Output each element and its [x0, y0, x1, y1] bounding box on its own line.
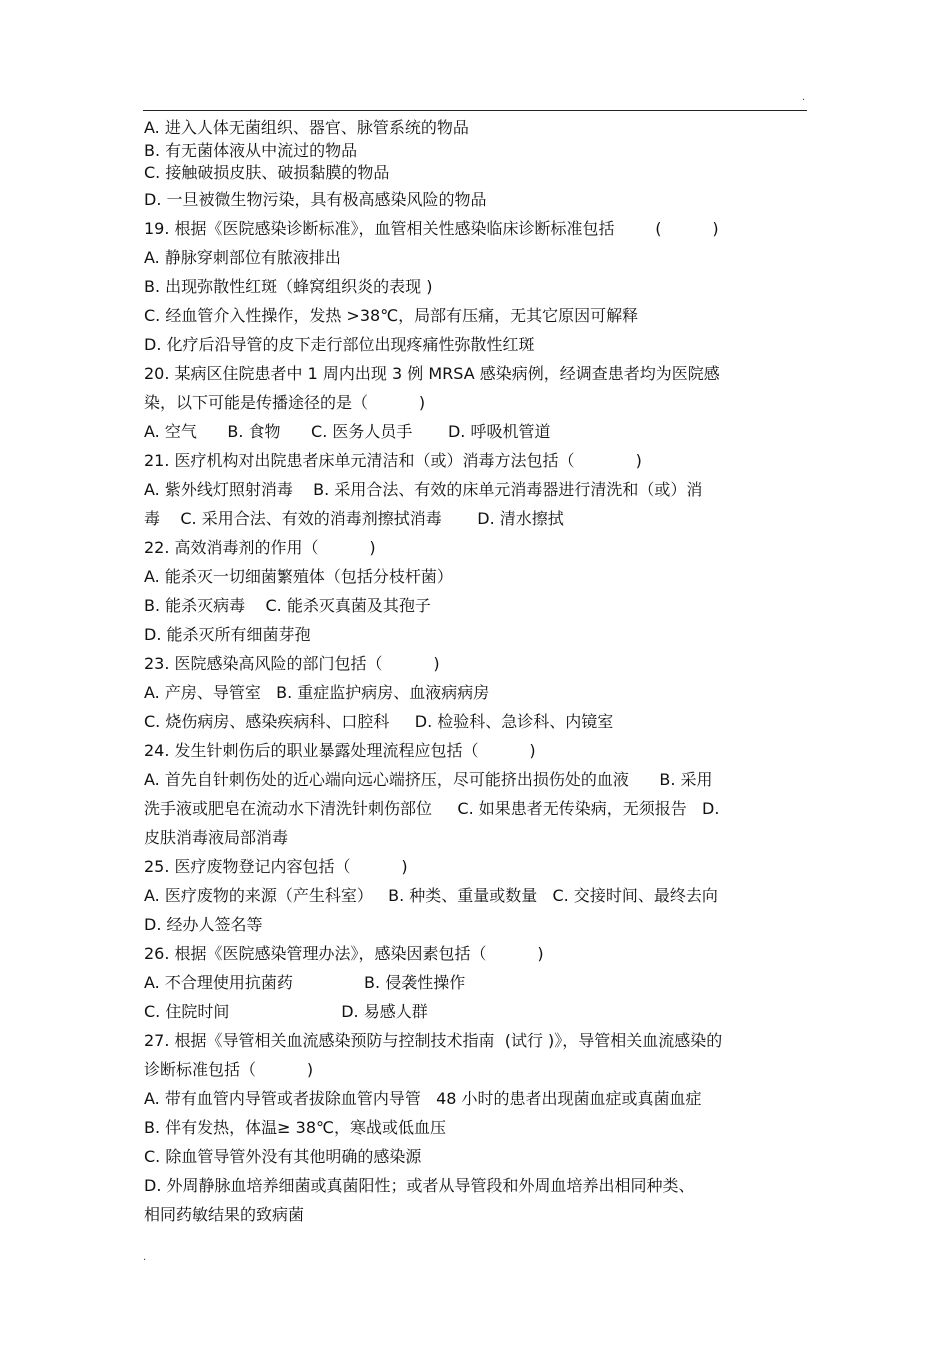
text-line: 相同药敏结果的致病菌	[144, 1204, 305, 1224]
text-line: D. 外周静脉血培养细菌或真菌阳性；或者从导管段和外周血培养出相同种类、	[144, 1175, 695, 1195]
text-line: D. 一旦被微生物污染，具有极高感染风险的物品	[144, 189, 487, 209]
text-line: 19. 根据《医院感染诊断标准》，血管相关性感染临床诊断标准包括 ( )	[144, 218, 719, 238]
text-line: 染，以下可能是传播途径的是（ )	[144, 392, 426, 412]
text-line: 20. 某病区住院患者中 1 周内出现 3 例 MRSA 感染病例，经调查患者均为医院感	[144, 363, 720, 383]
text-line: B. 能杀灭病毒 C. 能杀灭真菌及其孢子	[144, 595, 431, 615]
text-line: B. 有无菌体液从中流过的物品	[144, 140, 358, 160]
text-line: 诊断标准包括（ )	[144, 1059, 314, 1079]
corner-mark-bottom: .	[143, 1252, 147, 1263]
text-line: A. 静脉穿刺部位有脓液排出	[144, 247, 341, 267]
text-line: D. 能杀灭所有细菌芽孢	[144, 624, 311, 644]
text-line: A. 进入人体无菌组织、器官、脉管系统的物品	[144, 118, 469, 137]
text-line: 洗手液或肥皂在流动水下清洗针刺伤部位 C. 如果患者无传染病，无须报告 D.	[144, 798, 720, 818]
text-line: D. 经办人签名等	[144, 914, 263, 934]
text-line: B. 伴有发热，体温≥ 38℃，寒战或低血压	[144, 1117, 446, 1137]
question-text-body	[144, 117, 809, 1229]
text-line: A. 能杀灭一切细菌繁殖体（包括分枝杆菌）	[144, 566, 453, 586]
text-line: 26. 根据《医院感染管理办法》，感染因素包括（ )	[144, 943, 544, 963]
text-line: 21. 医疗机构对出院患者床单元清洁和（或）消毒方法包括（ )	[144, 450, 642, 470]
text-line: A. 医疗废物的来源（产生科室） B. 种类、重量或数量 C. 交接时间、最终去向	[144, 885, 718, 905]
text-line: 23. 医院感染高风险的部门包括（ )	[144, 653, 440, 673]
text-line: C. 住院时间 D. 易感人群	[144, 1001, 428, 1021]
text-line: C. 接触破损皮肤、破损黏膜的物品	[144, 163, 390, 182]
text-line: C. 经血管介入性操作，发热 >38℃，局部有压痛，无其它原因可解释	[144, 305, 639, 325]
text-line: D. 化疗后沿导管的皮下走行部位出现疼痛性弥散性红斑	[144, 334, 535, 354]
text-line: A. 不合理使用抗菌药 B. 侵袭性操作	[144, 972, 466, 992]
text-line: A. 紫外线灯照射消毒 B. 采用合法、有效的床单元消毒器进行清洗和（或）消	[144, 479, 703, 499]
text-line: C. 除血管导管外没有其他明确的感染源	[144, 1146, 422, 1166]
text-line: A. 空气 B. 食物 C. 医务人员手 D. 呼吸机管道	[144, 421, 551, 441]
text-line: 27. 根据《导管相关血流感染预防与控制技术指南 (试行 )》，导管相关血流感染的	[144, 1030, 723, 1050]
header-rule	[143, 110, 807, 111]
corner-mark-top: .	[802, 92, 806, 103]
text-line: A. 首先自针刺伤处的近心端向远心端挤压，尽可能挤出损伤处的血液 B. 采用	[144, 769, 713, 789]
text-line: 皮肤消毒液局部消毒	[144, 827, 289, 847]
text-line: 22. 高效消毒剂的作用（ )	[144, 537, 376, 557]
text-line: B. 出现弥散性红斑（蜂窝组织炎的表现 )	[144, 276, 433, 296]
text-line: 25. 医疗废物登记内容包括（ )	[144, 856, 408, 876]
text-line: C. 烧伤病房、感染疾病科、口腔科 D. 检验科、急诊科、内镜室	[144, 711, 614, 731]
text-line: 毒 C. 采用合法、有效的消毒剂擦拭消毒 D. 清水擦拭	[144, 508, 564, 528]
text-line: 24. 发生针刺伤后的职业暴露处理流程应包括（ )	[144, 740, 536, 760]
text-line: A. 带有血管内导管或者拔除血管内导管 48 小时的患者出现菌血症或真菌血症	[144, 1088, 702, 1108]
text-line: A. 产房、导管室 B. 重症监护病房、血液病病房	[144, 682, 490, 702]
